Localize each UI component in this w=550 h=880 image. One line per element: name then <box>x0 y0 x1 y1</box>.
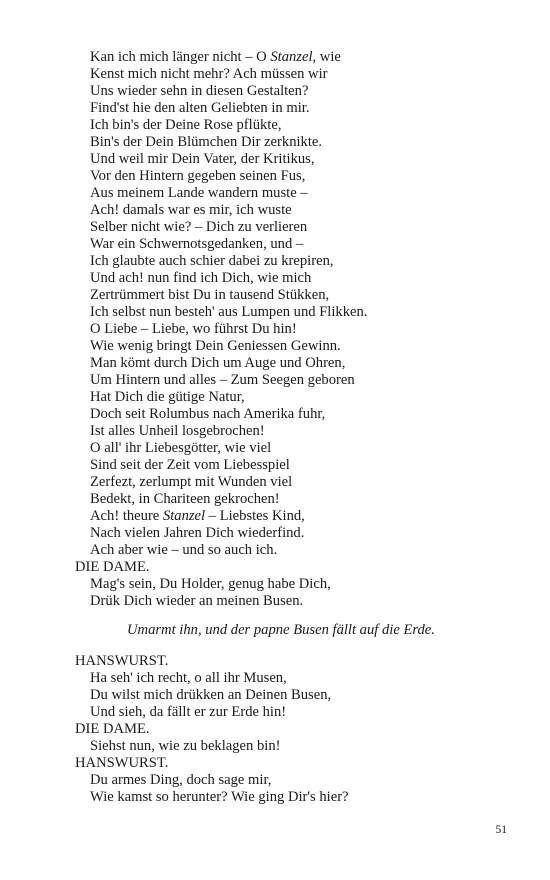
verse-line <box>75 542 515 559</box>
text-segment: Ich selbst nun besteh' aus Lumpen und Flikken. <box>90 304 368 320</box>
text-segment: Um Hintern und alles – Zum Seegen geboren <box>90 372 355 388</box>
verse-line <box>75 168 515 185</box>
text-segment: Und weil mir Dein Vater, der Kritikus, <box>90 151 315 167</box>
verse-line <box>75 704 515 721</box>
verse-line <box>75 134 515 151</box>
text-segment: Aus meinem Lande wandern muste – <box>90 185 308 201</box>
text-segment: Ist alles Unheil losgebrochen! <box>90 423 265 439</box>
verse-line <box>75 338 515 355</box>
verse-line <box>75 457 515 474</box>
text-segment: Ach aber wie – und so auch ich. <box>90 542 278 558</box>
text-segment: Wie kamst so herunter? Wie ging Dir's hier? <box>90 789 349 805</box>
verse-line <box>75 423 515 440</box>
text-segment: Du armes Ding, doch sage mir, <box>90 772 272 788</box>
verse-line <box>75 236 515 253</box>
text-segment: HANSWURST. <box>75 653 169 669</box>
text-segment: Wie wenig bringt Dein Geniessen Gewinn. <box>90 338 341 354</box>
text-segment: – Liebstes Kind, <box>205 508 305 524</box>
verse-line <box>75 508 515 525</box>
text-segment: Kenst mich nicht mehr? Ach müssen wir <box>90 66 328 82</box>
verse-line <box>75 185 515 202</box>
italic-text: Stanzel, <box>270 49 317 65</box>
verse-line <box>75 525 515 542</box>
play-text <box>75 49 515 806</box>
text-segment: Und ach! nun find ich Dich, wie mich <box>90 270 312 286</box>
stage-direction <box>75 622 515 639</box>
verse-line <box>75 270 515 287</box>
text-segment: Vor den Hintern gegeben seinen Fus, <box>90 168 306 184</box>
verse-line <box>75 321 515 338</box>
text-segment: O Liebe – Liebe, wo führst Du hin! <box>90 321 297 337</box>
speaker-name <box>75 559 515 576</box>
verse-line <box>75 66 515 83</box>
verse-line <box>75 687 515 704</box>
text-segment: Selber nicht wie? – Dich zu verlieren <box>90 219 308 235</box>
verse-line <box>75 440 515 457</box>
verse-line <box>75 406 515 423</box>
verse-line <box>75 219 515 236</box>
verse-line <box>75 576 515 593</box>
text-segment: Drük Dich wieder an meinen Busen. <box>90 593 304 609</box>
italic-text: Stanzel <box>162 508 206 524</box>
speaker-name <box>75 755 515 772</box>
text-segment: Zertrümmert bist Du in tausend Stükken, <box>90 287 330 303</box>
verse-line <box>75 83 515 100</box>
text-segment: Ich glaubte auch schier dabei zu krepiren, <box>90 253 334 269</box>
text-segment: Bin's der Dein Blümchen Dir zerknikte. <box>90 134 323 150</box>
text-segment: Ha seh' ich recht, o all ihr Musen, <box>90 670 287 686</box>
text-segment: DIE DAME. <box>75 721 150 737</box>
text-segment: Du wilst mich drükken an Deinen Busen, <box>90 687 332 703</box>
text-segment: Mag's sein, Du Holder, genug habe Dich, <box>90 576 331 592</box>
text-segment: Siehst nun, wie zu beklagen bin! <box>90 738 281 754</box>
text-segment: Ich bin's der Deine Rose pflükte, <box>90 117 282 133</box>
text-segment: Ach! damals war es mir, ich wuste <box>90 202 292 218</box>
verse-line <box>75 100 515 117</box>
verse-line <box>75 117 515 134</box>
text-segment: Ach! theure <box>90 508 163 524</box>
verse-line <box>75 202 515 219</box>
text-segment: Man kömt durch Dich um Auge und Ohren, <box>90 355 346 371</box>
text-segment: O all' ihr Liebesgötter, wie viel <box>90 440 272 456</box>
page-number: 51 <box>495 824 507 836</box>
verse-line <box>75 789 515 806</box>
verse-line <box>75 49 515 66</box>
text-segment: Doch seit Rolumbus nach Amerika fuhr, <box>90 406 326 422</box>
verse-line <box>75 670 515 687</box>
speaker-name <box>75 721 515 738</box>
text-segment: Kan ich mich länger nicht – O <box>90 49 271 65</box>
text-segment: Nach vielen Jahren Dich wiederfind. <box>90 525 305 541</box>
text-segment: Find'st hie den alten Geliebten in mir. <box>90 100 310 116</box>
verse-line <box>75 151 515 168</box>
italic-text: Umarmt ihn, und der papne Busen fällt auf die Erde. <box>127 622 435 638</box>
text-segment: HANSWURST. <box>75 755 169 771</box>
verse-line <box>75 287 515 304</box>
text-segment: Sind seit der Zeit vom Liebesspiel <box>90 457 290 473</box>
text-segment: Bedekt, in Chariteen gekrochen! <box>90 491 280 507</box>
verse-line <box>75 389 515 406</box>
verse-line <box>75 593 515 610</box>
text-segment: DIE DAME. <box>75 559 150 575</box>
verse-line <box>75 355 515 372</box>
verse-line <box>75 474 515 491</box>
verse-line <box>75 253 515 270</box>
verse-line <box>75 738 515 755</box>
text-segment: Hat Dich die gütige Natur, <box>90 389 245 405</box>
verse-line <box>75 772 515 789</box>
text-segment: Und sieh, da fällt er zur Erde hin! <box>90 704 287 720</box>
speaker-name <box>75 653 515 670</box>
verse-line <box>75 372 515 389</box>
verse-line <box>75 304 515 321</box>
text-segment: wie <box>316 49 341 65</box>
text-segment: Zerfezt, zerlumpt mit Wunden viel <box>90 474 293 490</box>
verse-line <box>75 491 515 508</box>
text-segment: Uns wieder sehn in diesen Gestalten? <box>90 83 309 99</box>
text-segment: War ein Schwernotsgedanken, und – <box>90 236 304 252</box>
